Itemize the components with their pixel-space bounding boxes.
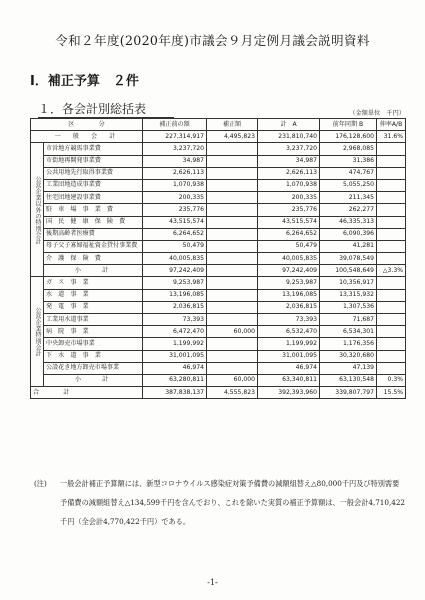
amount-value	[207, 204, 258, 216]
total-a-value: 13,196,085	[258, 289, 320, 301]
prior-b-value: 63,130,548	[320, 374, 377, 386]
amount-value	[207, 289, 258, 301]
document-title: 令和２年度(2020年度)市議会９月定例月議会説明資料	[55, 33, 370, 48]
table-row	[31, 253, 406, 265]
prior-b-value: 6,090,396	[320, 228, 377, 240]
before-value: 97,242,409	[143, 265, 207, 277]
before-value: 3,237,720	[143, 143, 207, 155]
header-amount: 補正額	[207, 119, 258, 131]
prior-b-value: 31,386	[320, 155, 377, 167]
before-value: 6,264,652	[143, 228, 207, 240]
table-row	[31, 204, 406, 216]
growth-value	[377, 192, 406, 204]
account-name: 水 道 事 業	[44, 289, 143, 301]
account-name: 中央卸売市場事業	[44, 338, 143, 350]
total-a-value: 6,264,652	[258, 228, 320, 240]
growth-value	[377, 216, 406, 228]
before-value: 34,987	[143, 155, 207, 167]
total-a-value: 1,199,992	[258, 338, 320, 350]
amount-value: 60,000	[207, 374, 258, 386]
prior-b-value: 100,548,649	[320, 265, 377, 277]
before-value: 227,314,917	[143, 131, 207, 143]
table-row	[31, 228, 406, 240]
amount-value	[207, 228, 258, 240]
amount-value	[207, 179, 258, 191]
page-number: -1-	[207, 578, 218, 587]
table-row	[31, 179, 406, 191]
amount-value	[207, 301, 258, 313]
growth-value	[377, 362, 406, 374]
general-account-row	[31, 131, 406, 143]
growth-value	[377, 326, 406, 338]
total-a-value: 231,810,740	[258, 131, 320, 143]
account-name: 市営地方競馬事業費	[44, 143, 143, 155]
before-value: 40,005,835	[143, 253, 207, 265]
total-a-value: 31,001,095	[258, 350, 320, 362]
total-a-value: 1,070,938	[258, 179, 320, 191]
section-heading: Ⅰ．補正予算 ２件	[30, 74, 139, 89]
before-value: 9,253,987	[143, 277, 207, 289]
amount-value: 60,000	[207, 326, 258, 338]
before-value: 200,335	[143, 192, 207, 204]
before-value: 2,036,815	[143, 301, 207, 313]
amount-value: 4,495,823	[207, 131, 258, 143]
total-a-value: 235,776	[258, 204, 320, 216]
growth-value	[377, 350, 406, 362]
amount-value	[207, 216, 258, 228]
growth-value: 15.5%	[377, 387, 406, 399]
prior-b-value: 1,176,356	[320, 338, 377, 350]
footnote-text: 一般会計補正予算額には、新型コロナウイルス感染症対策予備費の減額組替え△80,000千円及び特別需要予備費の減額組替え△134,599千円を含んでおり、これを除いた実質の補正予算額は、一般会計4,710,422千円（全会計4,770,422千円）である。	[60, 479, 405, 526]
prior-b-value: 30,320,680	[320, 350, 377, 362]
header-category: 区 分	[31, 119, 143, 131]
total-a-value: 200,335	[258, 192, 320, 204]
account-name: 駐 車 場 事 業 費	[44, 204, 143, 216]
prior-b-value: 39,078,549	[320, 253, 377, 265]
subsection-heading	[38, 100, 146, 117]
prior-b-value: 1,307,536	[320, 301, 377, 313]
growth-value: 31.6%	[377, 131, 406, 143]
account-name: 母子父子寡婦福祉資金貸付事業費	[44, 240, 143, 252]
before-value: 1,199,992	[143, 338, 207, 350]
account-name: 公設花き地方卸売市場事業	[44, 362, 143, 374]
prior-b-value: 176,128,600	[320, 131, 377, 143]
footnote-mark: (注)	[34, 479, 47, 488]
general-account-label: 一 般 会 計	[31, 131, 143, 143]
growth-value: △3.3%	[377, 265, 406, 277]
prior-b-value: 2,968,085	[320, 143, 377, 155]
total-a-value: 3,237,720	[258, 143, 320, 155]
table-row	[31, 143, 406, 155]
prior-b-value: 47,139	[320, 362, 377, 374]
account-name: 発 電 事 業	[44, 301, 143, 313]
growth-value	[377, 204, 406, 216]
growth-value	[377, 314, 406, 326]
growth-value	[377, 228, 406, 240]
prior-b-value: 262,277	[320, 204, 377, 216]
before-value: 2,626,113	[143, 167, 207, 179]
growth-value	[377, 253, 406, 265]
total-a-value: 43,515,574	[258, 216, 320, 228]
before-value: 31,001,095	[143, 350, 207, 362]
amount-value	[207, 167, 258, 179]
growth-value	[377, 167, 406, 179]
table-row	[31, 240, 406, 252]
growth-value	[377, 338, 406, 350]
table-row	[31, 216, 406, 228]
total-a-value: 46,974	[258, 362, 320, 374]
before-value: 73,393	[143, 314, 207, 326]
account-name: 公共用地先行取得事業費	[44, 167, 143, 179]
amount-value	[207, 277, 258, 289]
header-total-a: 計 A	[258, 119, 320, 131]
before-value: 63,280,811	[143, 374, 207, 386]
total-a-value: 63,340,811	[258, 374, 320, 386]
total-a-value: 2,036,815	[258, 301, 320, 313]
total-a-value: 9,253,987	[258, 277, 320, 289]
header-before: 補正前の額	[143, 119, 207, 131]
table-body	[31, 131, 406, 399]
before-value: 46,974	[143, 362, 207, 374]
total-a-value: 73,393	[258, 314, 320, 326]
header-prior-b: 前年同期 B	[320, 119, 377, 131]
before-value: 387,838,137	[143, 387, 207, 399]
footnote	[34, 474, 406, 531]
account-name: 住宅団地建設事業費	[44, 192, 143, 204]
account-name: 工業団地造成事業費	[44, 179, 143, 191]
before-value: 43,515,574	[143, 216, 207, 228]
prior-b-value: 211,345	[320, 192, 377, 204]
total-a-value: 34,987	[258, 155, 320, 167]
account-name: 国 民 健 康 保 険 費	[44, 216, 143, 228]
table-row	[31, 362, 406, 374]
amount-value: 4,555,823	[207, 387, 258, 399]
amount-value	[207, 192, 258, 204]
prior-b-value: 46,335,313	[320, 216, 377, 228]
table-header	[31, 119, 406, 131]
prior-b-value: 10,356,917	[320, 277, 377, 289]
growth-value	[377, 155, 406, 167]
account-name: 工業用水道事業	[44, 314, 143, 326]
growth-value	[377, 179, 406, 191]
before-value: 235,776	[143, 204, 207, 216]
amount-value	[207, 265, 258, 277]
header-growth: 伸率A/B	[377, 119, 406, 131]
amount-value	[207, 338, 258, 350]
amount-value	[207, 240, 258, 252]
account-name: 市街地再開発事業費	[44, 155, 143, 167]
unit-label: （金額単位 千円）	[349, 110, 405, 117]
subtotal-label: 小 計	[44, 374, 143, 386]
table-row	[31, 277, 406, 289]
amount-value	[207, 314, 258, 326]
subsection-title: １．各会計別総括表	[38, 102, 147, 116]
growth-value: 0.3%	[377, 374, 406, 386]
before-value: 1,070,938	[143, 179, 207, 191]
total-a-value: 392,393,960	[258, 387, 320, 399]
table-row	[31, 338, 406, 350]
total-a-value: 6,532,470	[258, 326, 320, 338]
table-row	[31, 326, 406, 338]
table-row	[31, 350, 406, 362]
grand-total-row	[31, 387, 406, 399]
group-label-non-enterprise: 公営企業以外の特別会計	[31, 143, 44, 277]
subtotal-row	[31, 374, 406, 386]
header-row	[31, 119, 406, 131]
amount-value	[207, 253, 258, 265]
amount-value	[207, 143, 258, 155]
growth-value	[377, 143, 406, 155]
table-row	[31, 192, 406, 204]
subtotal-row	[31, 265, 406, 277]
account-name: 病 院 事 業	[44, 326, 143, 338]
account-name: 下 水 道 事 業	[44, 350, 143, 362]
table-row	[31, 155, 406, 167]
prior-b-value: 41,281	[320, 240, 377, 252]
table-row	[31, 301, 406, 313]
total-a-value: 50,479	[258, 240, 320, 252]
amount-value	[207, 350, 258, 362]
total-a-value: 2,626,113	[258, 167, 320, 179]
total-a-value: 40,005,835	[258, 253, 320, 265]
grand-total-label: 合 計	[31, 387, 143, 399]
prior-b-value: 6,534,301	[320, 326, 377, 338]
prior-b-value: 5,055,250	[320, 179, 377, 191]
total-a-value: 97,242,409	[258, 265, 320, 277]
prior-b-value: 71,687	[320, 314, 377, 326]
account-name: ガ ス 事 業	[44, 277, 143, 289]
growth-value	[377, 240, 406, 252]
table-row	[31, 289, 406, 301]
subtotal-label: 小 計	[44, 265, 143, 277]
table-row	[31, 314, 406, 326]
amount-value	[207, 155, 258, 167]
before-value: 13,196,085	[143, 289, 207, 301]
before-value: 6,472,470	[143, 326, 207, 338]
amount-value	[207, 362, 258, 374]
table-row	[31, 167, 406, 179]
prior-b-value: 339,807,797	[320, 387, 377, 399]
prior-b-value: 13,315,932	[320, 289, 377, 301]
growth-value	[377, 301, 406, 313]
group-label-enterprise: 公営企業特別会計	[31, 277, 44, 387]
growth-value	[377, 289, 406, 301]
growth-value	[377, 277, 406, 289]
budget-summary-table	[30, 118, 406, 399]
account-name: 介 護 保 険 費	[44, 253, 143, 265]
before-value: 50,479	[143, 240, 207, 252]
account-name: 後期高齢者医療費	[44, 228, 143, 240]
prior-b-value: 474,767	[320, 167, 377, 179]
